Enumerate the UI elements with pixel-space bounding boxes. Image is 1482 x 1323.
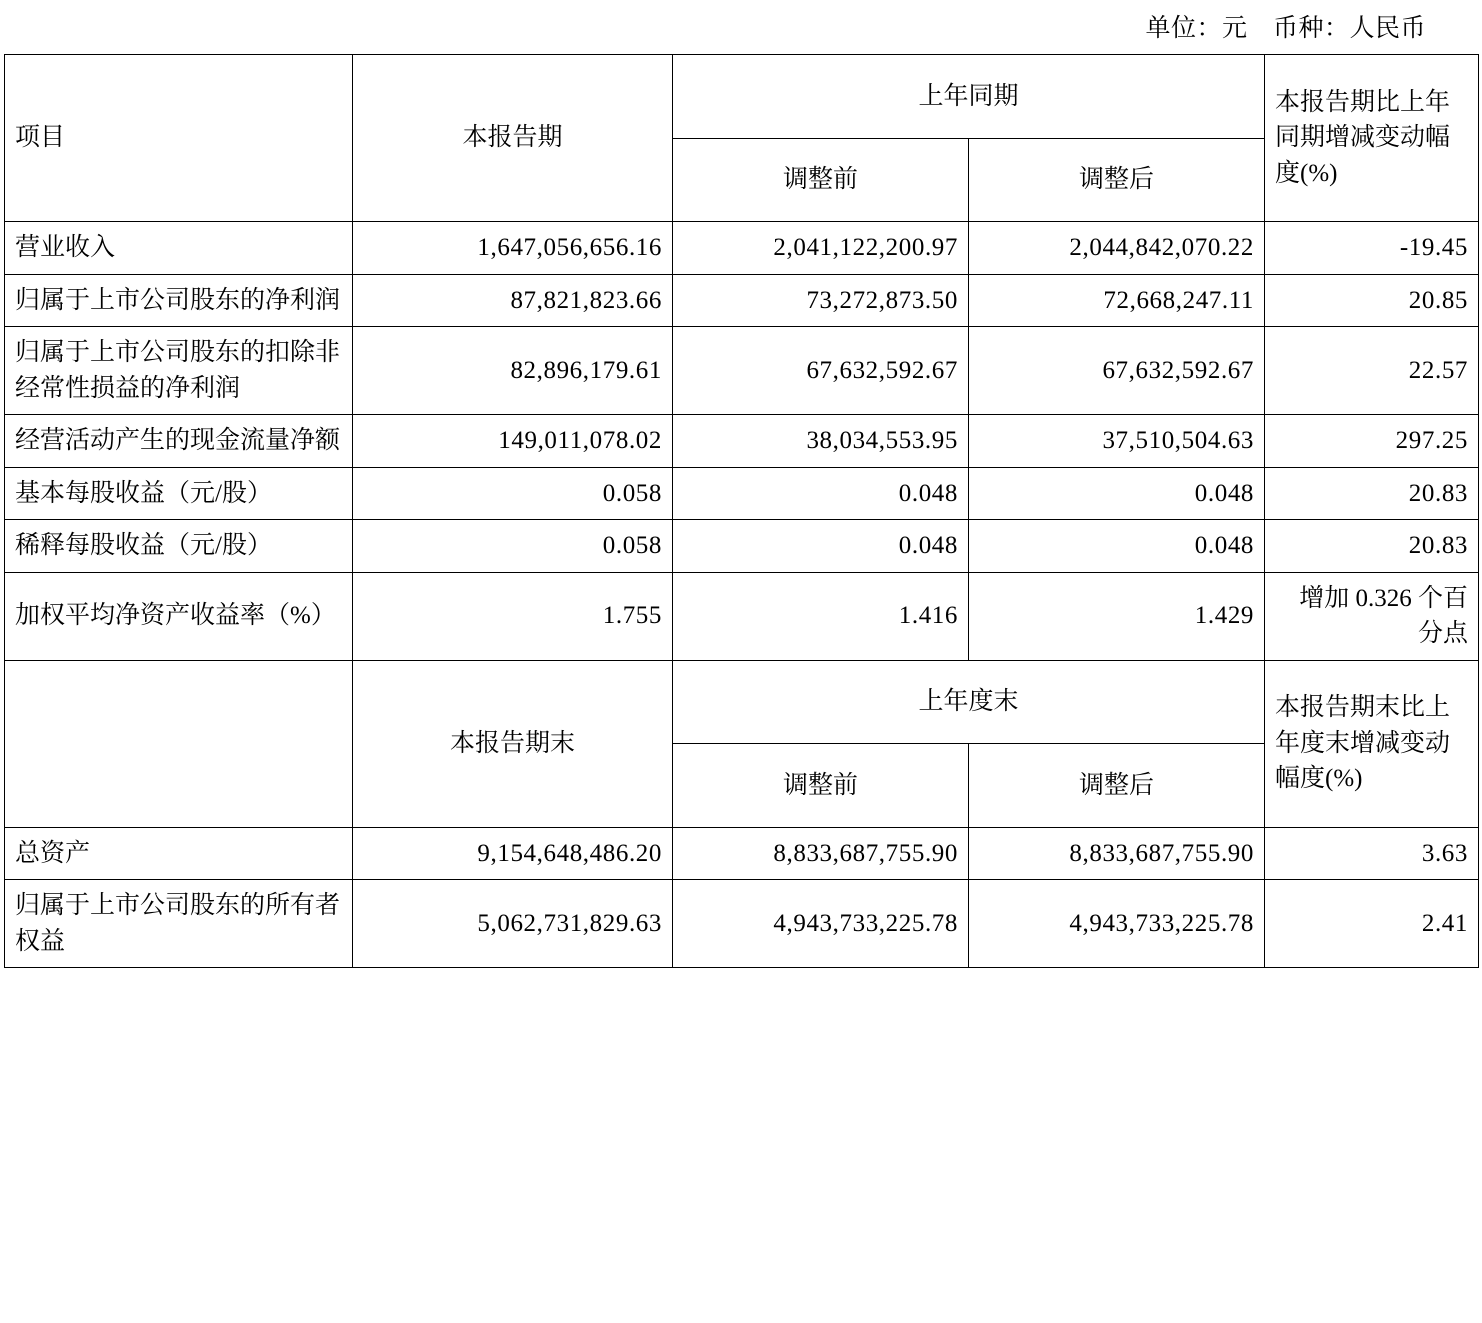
row-current-value: 0.058 bbox=[353, 520, 673, 573]
table2-header-change-rate: 本报告期末比上年度末增减变动幅度(%) bbox=[1265, 660, 1479, 827]
row-current-value: 82,896,179.61 bbox=[353, 327, 673, 415]
row-current-value: 5,062,731,829.63 bbox=[353, 880, 673, 968]
row-label: 总资产 bbox=[5, 827, 353, 880]
row-label: 加权平均净资产收益率（%） bbox=[5, 572, 353, 660]
row-after-value: 37,510,504.63 bbox=[969, 415, 1265, 468]
header-current-period: 本报告期 bbox=[353, 55, 673, 222]
table2-header-current-period-end: 本报告期末 bbox=[353, 660, 673, 827]
row-before-value: 8,833,687,755.90 bbox=[673, 827, 969, 880]
row-current-value: 87,821,823.66 bbox=[353, 274, 673, 327]
row-change-value: 20.83 bbox=[1265, 520, 1479, 573]
table-row bbox=[5, 274, 1479, 327]
header-prior-period: 上年同期 bbox=[673, 55, 1265, 139]
row-after-value: 72,668,247.11 bbox=[969, 274, 1265, 327]
header-before-adjust: 调整前 bbox=[673, 138, 969, 222]
row-label: 稀释每股收益（元/股） bbox=[5, 520, 353, 573]
table-row bbox=[5, 827, 1479, 880]
row-before-value: 0.048 bbox=[673, 467, 969, 520]
table-row bbox=[5, 415, 1479, 468]
unit-currency-note: 单位：元 币种：人民币 bbox=[1145, 15, 1426, 42]
row-after-value: 8,833,687,755.90 bbox=[969, 827, 1265, 880]
row-label: 经营活动产生的现金流量净额 bbox=[5, 415, 353, 468]
table-row bbox=[5, 572, 1479, 660]
table-row bbox=[5, 880, 1479, 968]
row-after-value: 4,943,733,225.78 bbox=[969, 880, 1265, 968]
header-change-rate: 本报告期比上年同期增减变动幅度(%) bbox=[1265, 55, 1479, 222]
row-change-value: 20.83 bbox=[1265, 467, 1479, 520]
row-label: 归属于上市公司股东的扣除非经常性损益的净利润 bbox=[5, 327, 353, 415]
row-change-value: 22.57 bbox=[1265, 327, 1479, 415]
table-row bbox=[5, 222, 1479, 275]
table-row bbox=[5, 520, 1479, 573]
row-before-value: 2,041,122,200.97 bbox=[673, 222, 969, 275]
header-after-adjust: 调整后 bbox=[969, 138, 1265, 222]
row-after-value: 2,044,842,070.22 bbox=[969, 222, 1265, 275]
row-current-value: 1.755 bbox=[353, 572, 673, 660]
row-label: 基本每股收益（元/股） bbox=[5, 467, 353, 520]
table-row bbox=[5, 327, 1479, 415]
row-label: 归属于上市公司股东的所有者权益 bbox=[5, 880, 353, 968]
row-current-value: 1,647,056,656.16 bbox=[353, 222, 673, 275]
table-row bbox=[5, 467, 1479, 520]
row-current-value: 149,011,078.02 bbox=[353, 415, 673, 468]
row-after-value: 67,632,592.67 bbox=[969, 327, 1265, 415]
row-before-value: 0.048 bbox=[673, 520, 969, 573]
row-label: 归属于上市公司股东的净利润 bbox=[5, 274, 353, 327]
table2-header-prior-year-end: 上年度末 bbox=[673, 660, 1265, 744]
row-before-value: 73,272,873.50 bbox=[673, 274, 969, 327]
row-after-value: 0.048 bbox=[969, 520, 1265, 573]
row-current-value: 0.058 bbox=[353, 467, 673, 520]
table2-header-row-1 bbox=[5, 660, 1479, 744]
row-before-value: 38,034,553.95 bbox=[673, 415, 969, 468]
row-change-value: 297.25 bbox=[1265, 415, 1479, 468]
table2-header-item bbox=[5, 660, 353, 827]
row-before-value: 67,632,592.67 bbox=[673, 327, 969, 415]
table2-header-after-adjust: 调整后 bbox=[969, 744, 1265, 828]
table2-header-before-adjust: 调整前 bbox=[673, 744, 969, 828]
financial-indicators-table bbox=[4, 54, 1479, 968]
row-label: 营业收入 bbox=[5, 222, 353, 275]
row-after-value: 1.429 bbox=[969, 572, 1265, 660]
table-header-row-1 bbox=[5, 55, 1479, 139]
row-change-value: 3.63 bbox=[1265, 827, 1479, 880]
row-change-value: 增加 0.326 个百分点 bbox=[1265, 572, 1479, 660]
row-change-value: 2.41 bbox=[1265, 880, 1479, 968]
row-after-value: 0.048 bbox=[969, 467, 1265, 520]
row-change-value: 20.85 bbox=[1265, 274, 1479, 327]
row-current-value: 9,154,648,486.20 bbox=[353, 827, 673, 880]
row-before-value: 4,943,733,225.78 bbox=[673, 880, 969, 968]
row-change-value: -19.45 bbox=[1265, 222, 1479, 275]
header-item: 项目 bbox=[5, 55, 353, 222]
row-before-value: 1.416 bbox=[673, 572, 969, 660]
